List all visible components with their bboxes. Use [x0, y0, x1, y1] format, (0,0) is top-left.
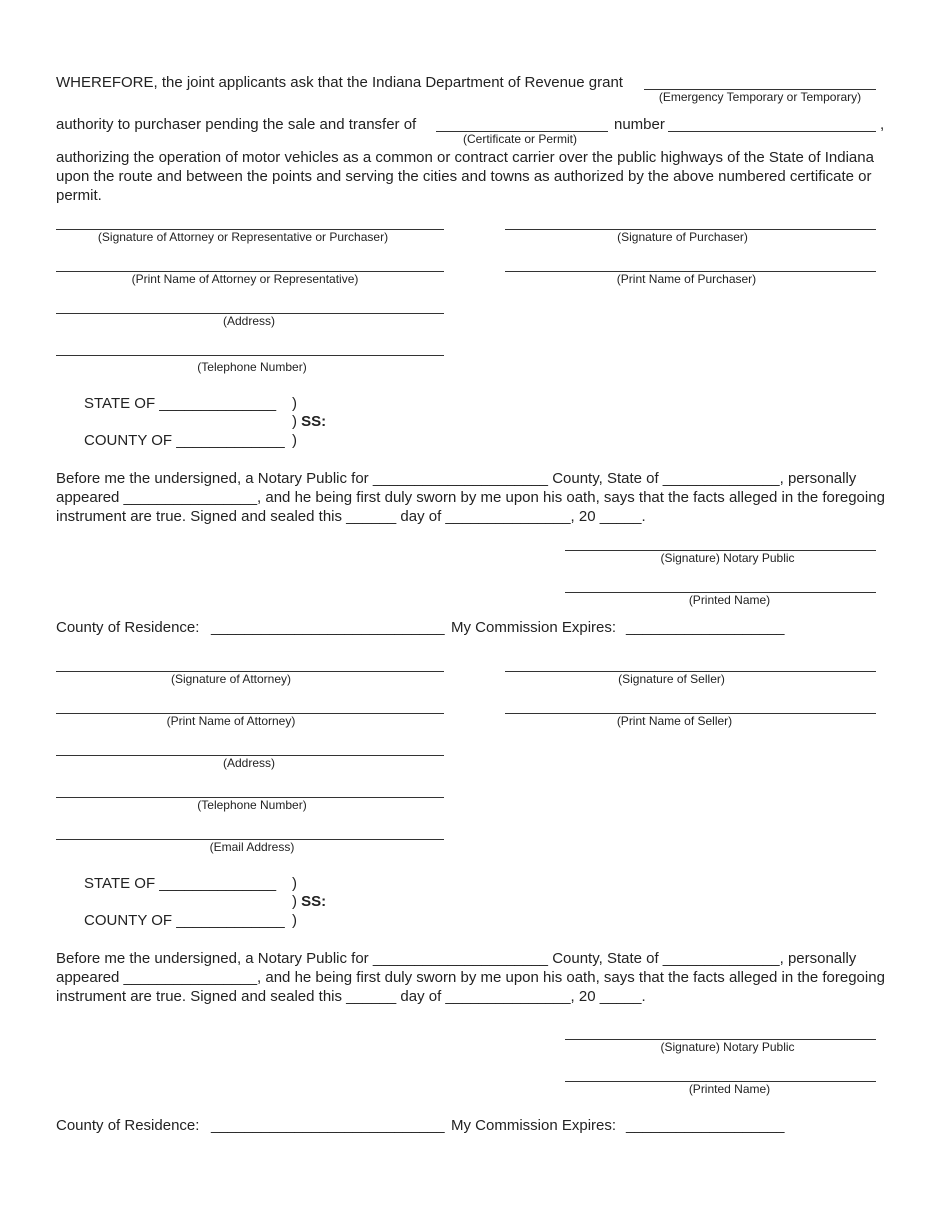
venue-paren: ) — [292, 432, 297, 449]
venue-paren: ) — [292, 912, 297, 929]
county-of-residence-label: County of Residence: — [56, 619, 200, 636]
notary-paragraph: Before me the undersigned, a Notary Public for _____________________ County, State of ______________, personally appeared ________________, and he being first duly sworn by me upon his oath, says that the facts alleged in the foregoing instrument are true. Signed and sealed this ______ day of _______________, 20 _____. — [56, 470, 885, 525]
print-name-caption: (Print Name of Attorney or Representative) — [131, 272, 359, 286]
commission-expires-field[interactable]: ___________________ — [626, 619, 785, 636]
intro-line-2-a: authority to purchaser pending the sale and transfer of — [56, 116, 417, 133]
commission-expires-label: My Commission Expires: — [451, 619, 617, 636]
intro-line-2-number: number — [614, 116, 665, 133]
county-of-field[interactable]: COUNTY OF _____________ — [84, 912, 285, 929]
print-name-caption: (Print Name of Seller) — [616, 714, 733, 728]
print-name-caption: (Print Name of Attorney) — [166, 714, 296, 728]
commission-expires-field[interactable]: ___________________ — [626, 1117, 785, 1134]
state-of-field[interactable]: STATE OF ______________ — [84, 395, 277, 412]
commission-expires-label: My Commission Expires: — [451, 1117, 617, 1134]
venue-ss: ) SS: — [292, 893, 327, 910]
county-of-field[interactable]: COUNTY OF _____________ — [84, 432, 285, 449]
address-caption: (Address) — [222, 756, 275, 770]
telephone-field[interactable] — [56, 355, 444, 356]
notary-signature-caption: (Signature) Notary Public — [660, 1040, 795, 1054]
telephone-caption: (Telephone Number) — [197, 798, 307, 812]
telephone-caption: (Telephone Number) — [197, 360, 307, 374]
intro-line-1: WHEREFORE, the joint applicants ask that the Indiana Department of Revenue grant — [56, 74, 623, 91]
signature-caption: (Signature of Seller) — [618, 672, 725, 686]
county-of-residence-field[interactable]: ____________________________ — [211, 619, 445, 636]
state-of-field[interactable]: STATE OF ______________ — [84, 875, 277, 892]
venue-ss: ) SS: — [292, 413, 327, 430]
print-name-caption: (Print Name of Purchaser) — [616, 272, 757, 286]
notary-paragraph: Before me the undersigned, a Notary Public for _____________________ County, State of ______________, personally appeared ________________, and he being first duly sworn by me upon his oath, says that the facts alleged in the foregoing instrument are true. Signed and sealed this ______ day of _______________, 20 _____. — [56, 950, 885, 1005]
notary-signature-caption: (Signature) Notary Public — [660, 551, 795, 565]
grant-type-caption: (Emergency Temporary or Temporary) — [658, 90, 862, 104]
county-of-residence-label: County of Residence: — [56, 1117, 200, 1134]
venue-paren: ) — [292, 875, 297, 892]
county-of-residence-field[interactable]: ____________________________ — [211, 1117, 445, 1134]
intro-paragraph: authorizing the operation of motor vehicles as a common or contract carrier over the public highways of the State of Indiana upon the route and between the points and serving the cities and towns as authorized by the above numbered certificate or permit. — [56, 149, 874, 204]
intro-line-2-comma: , — [880, 116, 885, 133]
notary-printed-name-caption: (Printed Name) — [688, 1082, 771, 1096]
signature-caption: (Signature of Attorney or Representative or Purchaser) — [97, 230, 389, 244]
signature-caption: (Signature of Purchaser) — [617, 230, 748, 244]
notary-printed-name-caption: (Printed Name) — [688, 593, 771, 607]
venue-paren: ) — [292, 395, 297, 412]
certificate-or-permit-caption: (Certificate or Permit) — [462, 132, 578, 146]
email-caption: (Email Address) — [209, 840, 295, 854]
number-field[interactable] — [668, 131, 876, 132]
signature-caption: (Signature of Attorney) — [170, 672, 292, 686]
address-caption: (Address) — [222, 314, 275, 328]
